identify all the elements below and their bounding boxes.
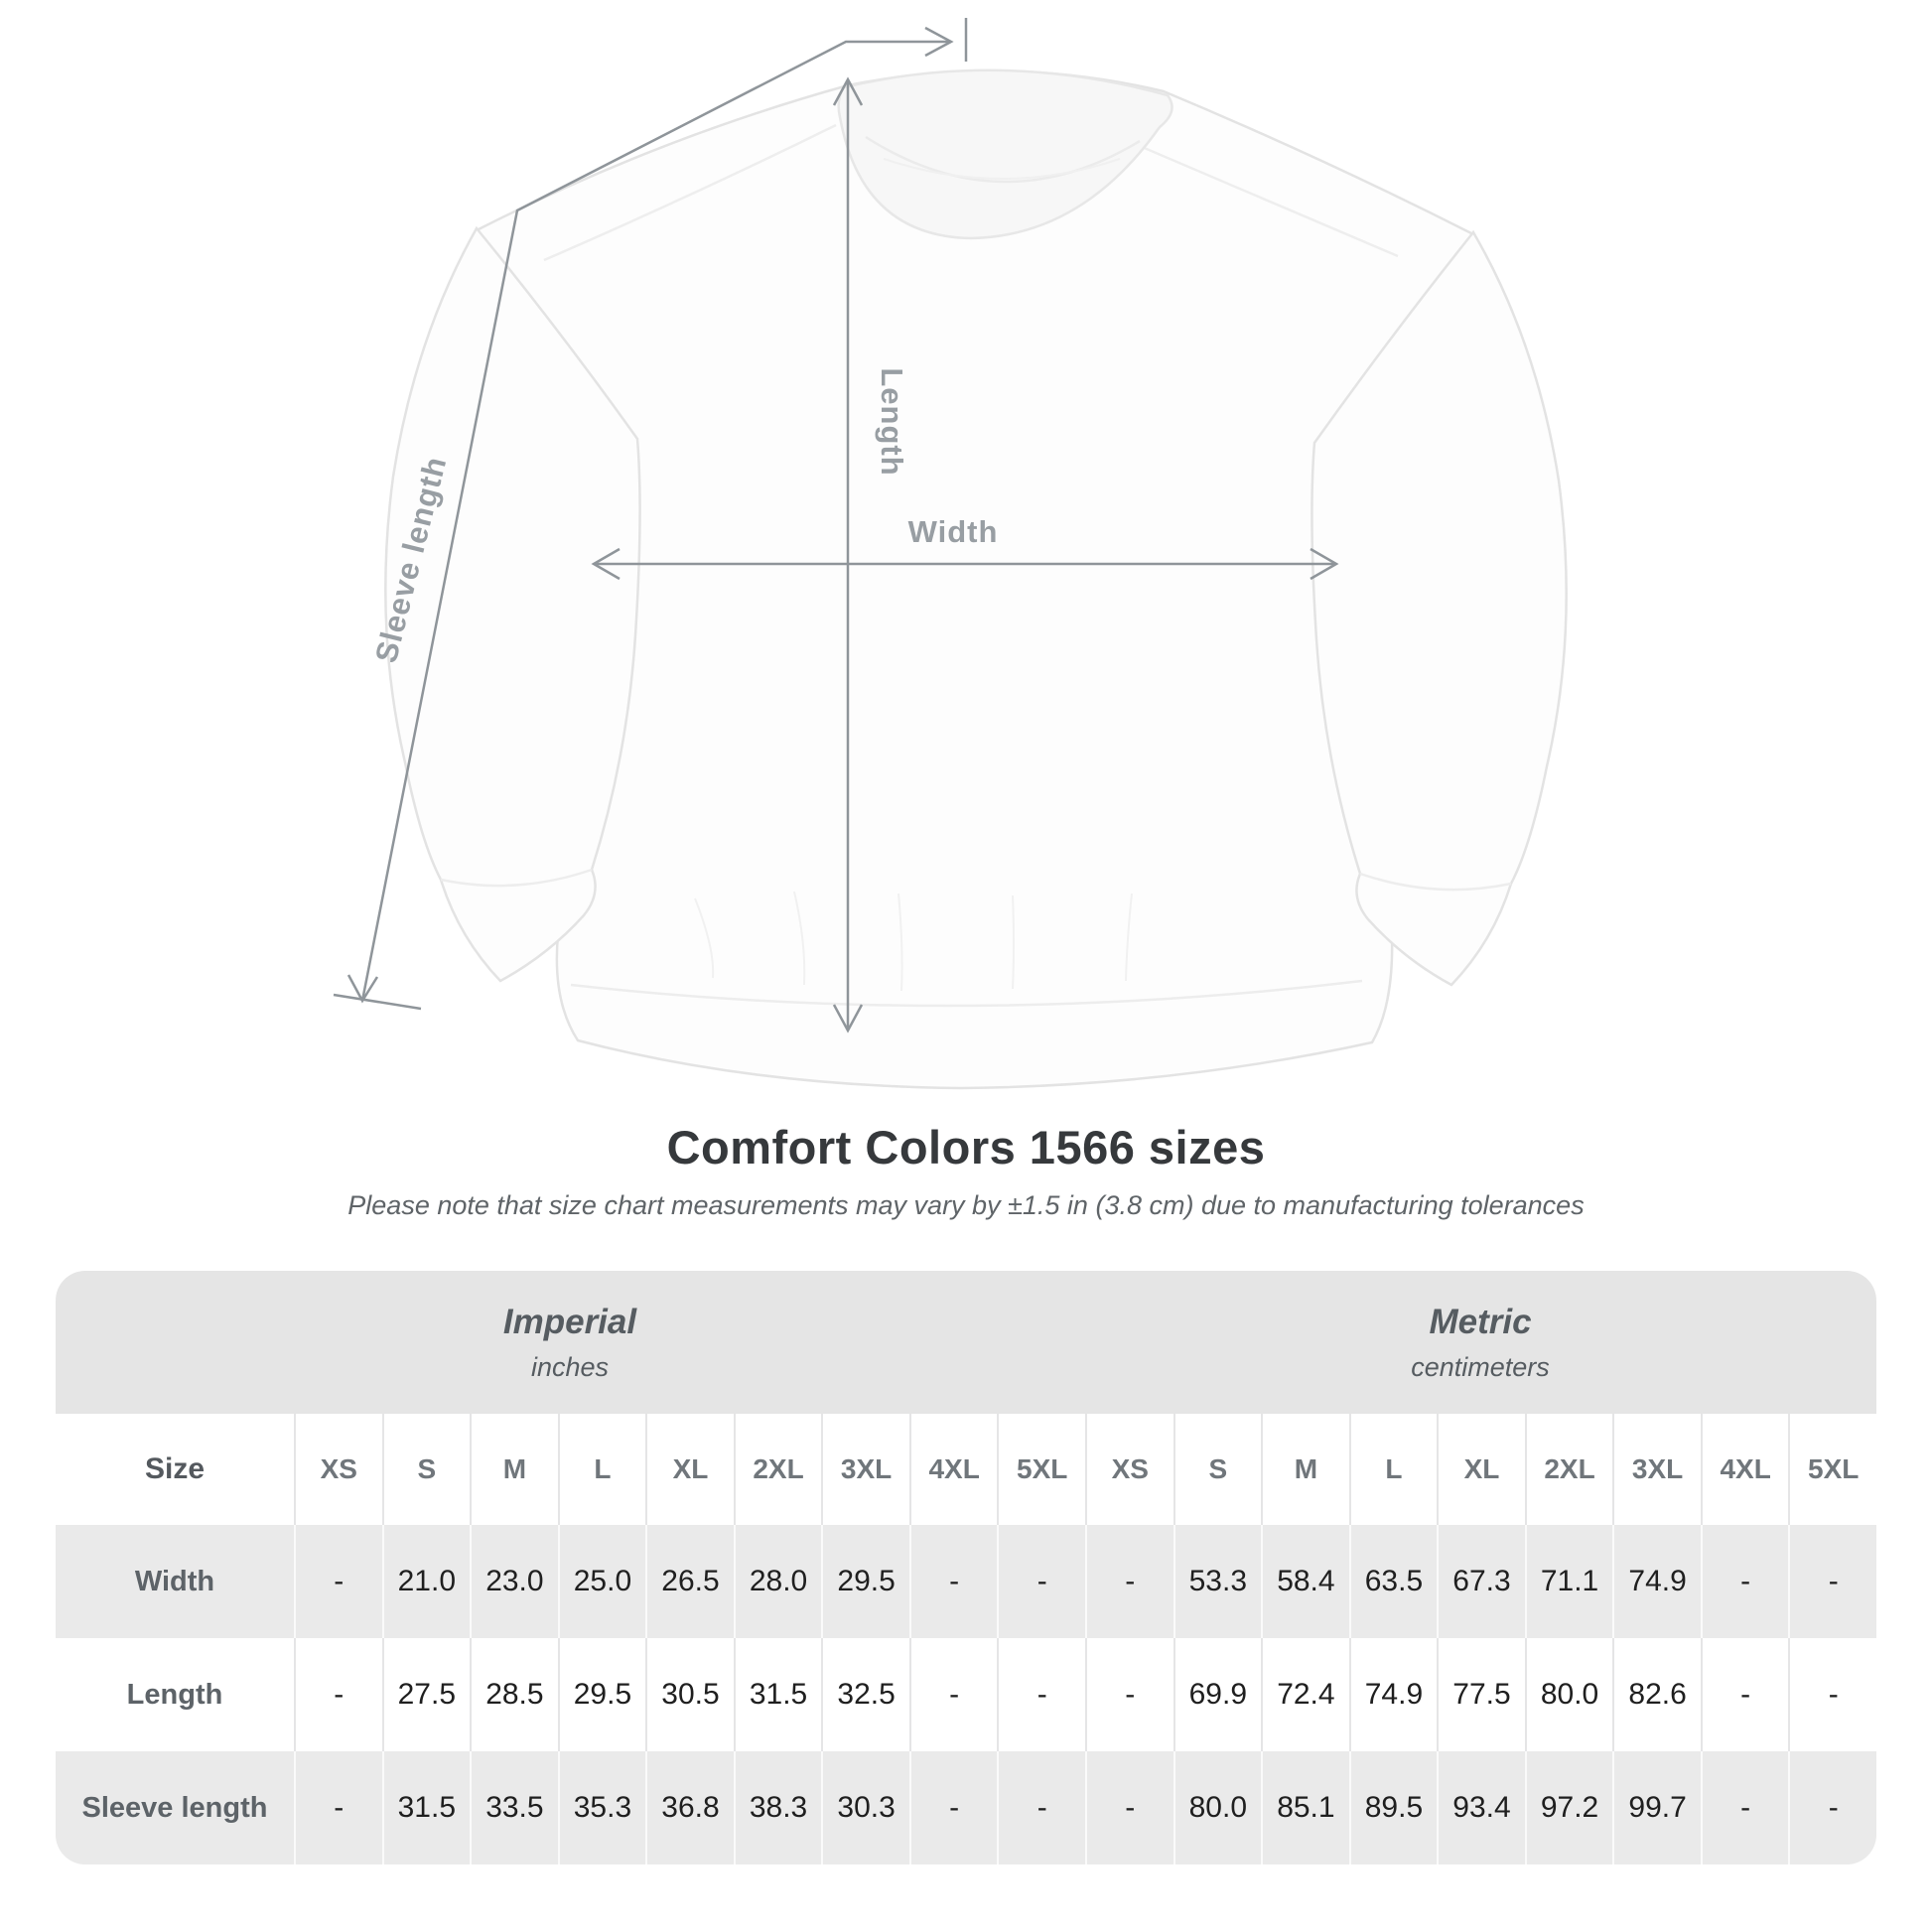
measurement-value-cell: -	[909, 1751, 998, 1864]
measurement-value-cell: -	[1701, 1751, 1789, 1864]
measurement-value-cell: 69.9	[1173, 1638, 1262, 1751]
size-column-header: XS	[294, 1414, 382, 1525]
measurement-value-cell: -	[1085, 1525, 1173, 1638]
measurement-value-cell: 80.0	[1525, 1638, 1613, 1751]
measurement-value-cell: -	[294, 1751, 382, 1864]
metric-label: Metric	[1429, 1302, 1532, 1341]
size-column-header: 5XL	[997, 1414, 1085, 1525]
measurement-value-cell: 31.5	[382, 1751, 471, 1864]
size-column-header: S	[382, 1414, 471, 1525]
measurement-value-cell: 38.3	[734, 1751, 822, 1864]
measurement-value-cell: 89.5	[1349, 1751, 1438, 1864]
imperial-label: Imperial	[502, 1302, 637, 1341]
measurement-value-cell: 80.0	[1173, 1751, 1262, 1864]
measurement-value-cell: 30.5	[645, 1638, 734, 1751]
measurement-value-cell: -	[1788, 1525, 1876, 1638]
measurement-value-cell: 74.9	[1612, 1525, 1701, 1638]
measurement-value-cell: 63.5	[1349, 1525, 1438, 1638]
size-column-header: 4XL	[1701, 1414, 1789, 1525]
measurement-value-cell: 74.9	[1349, 1638, 1438, 1751]
size-column-header: XS	[1085, 1414, 1173, 1525]
measurement-value-cell: 71.1	[1525, 1525, 1613, 1638]
measurement-value-cell: 53.3	[1173, 1525, 1262, 1638]
length-dimension-label: Length	[875, 367, 909, 477]
measurement-value-cell: 28.0	[734, 1525, 822, 1638]
size-column-header: 2XL	[1525, 1414, 1613, 1525]
measurement-value-cell: 99.7	[1612, 1751, 1701, 1864]
measurement-value-cell: 82.6	[1612, 1638, 1701, 1751]
unit-header-band	[56, 1271, 1876, 1414]
measurement-value-cell: -	[997, 1638, 1085, 1751]
hem-wrinkle	[1013, 896, 1014, 989]
measurement-value-cell: -	[909, 1638, 998, 1751]
page-title: Comfort Colors 1566 sizes	[666, 1121, 1266, 1173]
measurement-value-cell: 36.8	[645, 1751, 734, 1864]
measurement-value-cell: 72.4	[1261, 1638, 1349, 1751]
size-column-header: XL	[645, 1414, 734, 1525]
measurement-value-cell: 33.5	[470, 1751, 558, 1864]
measurement-value-cell: 26.5	[645, 1525, 734, 1638]
measurement-value-cell: -	[294, 1525, 382, 1638]
measurement-value-cell: 29.5	[558, 1638, 646, 1751]
size-table	[56, 1271, 1876, 1864]
size-column-header: 3XL	[1612, 1414, 1701, 1525]
measurement-value-cell: 28.5	[470, 1638, 558, 1751]
measurement-value-cell: 97.2	[1525, 1751, 1613, 1864]
measurement-value-cell: -	[909, 1525, 998, 1638]
size-column-title: Size	[56, 1414, 294, 1525]
measurement-value-cell: 21.0	[382, 1525, 471, 1638]
measurement-value-cell: -	[1788, 1751, 1876, 1864]
size-column-header: L	[558, 1414, 646, 1525]
measurement-value-cell: -	[997, 1525, 1085, 1638]
measurement-value-cell: -	[294, 1638, 382, 1751]
measurement-value-cell: 23.0	[470, 1525, 558, 1638]
measurement-row-label: Width	[56, 1525, 294, 1638]
measurement-value-cell: 30.3	[821, 1751, 909, 1864]
imperial-units: inches	[530, 1351, 610, 1382]
size-column-header: M	[470, 1414, 558, 1525]
measurement-value-cell: -	[1701, 1525, 1789, 1638]
measurement-value-cell: 31.5	[734, 1638, 822, 1751]
measurement-value-cell: -	[1085, 1751, 1173, 1864]
metric-header	[1084, 1271, 1876, 1414]
size-column-header: 5XL	[1788, 1414, 1876, 1525]
sleeve-dimension-label: Sleeve length	[368, 452, 454, 666]
metric-units: centimeters	[1411, 1351, 1550, 1382]
measurement-value-cell: 85.1	[1261, 1751, 1349, 1864]
width-dimension-label: Width	[907, 514, 999, 549]
measurement-value-cell: -	[1701, 1638, 1789, 1751]
measurement-row-label: Sleeve length	[56, 1751, 294, 1864]
measurement-value-cell: 58.4	[1261, 1525, 1349, 1638]
size-column-header: 2XL	[734, 1414, 822, 1525]
sweatshirt-illustration	[385, 70, 1566, 1088]
size-column-header: M	[1261, 1414, 1349, 1525]
size-column-header: L	[1349, 1414, 1438, 1525]
measurement-value-cell: -	[1085, 1638, 1173, 1751]
measurement-value-cell: 32.5	[821, 1638, 909, 1751]
size-column-header: XL	[1437, 1414, 1525, 1525]
size-table-grid	[56, 1414, 1876, 1864]
measurement-value-cell: 27.5	[382, 1638, 471, 1751]
measurement-value-cell: 25.0	[558, 1525, 646, 1638]
size-column-header: 4XL	[909, 1414, 998, 1525]
measurement-value-cell: 35.3	[558, 1751, 646, 1864]
measurement-value-cell: 93.4	[1437, 1751, 1525, 1864]
measurement-value-cell: -	[1788, 1638, 1876, 1751]
measurement-value-cell: 29.5	[821, 1525, 909, 1638]
measurement-row-label: Length	[56, 1638, 294, 1751]
imperial-header	[56, 1271, 1084, 1414]
measurement-value-cell: -	[997, 1751, 1085, 1864]
size-column-header: S	[1173, 1414, 1262, 1525]
size-column-header: 3XL	[821, 1414, 909, 1525]
measurement-value-cell: 67.3	[1437, 1525, 1525, 1638]
measurement-value-cell: 77.5	[1437, 1638, 1525, 1751]
tolerance-note: Please note that size chart measurements may vary by ±1.5 in (3.8 cm) due to manufacturing tolerances	[347, 1190, 1585, 1220]
